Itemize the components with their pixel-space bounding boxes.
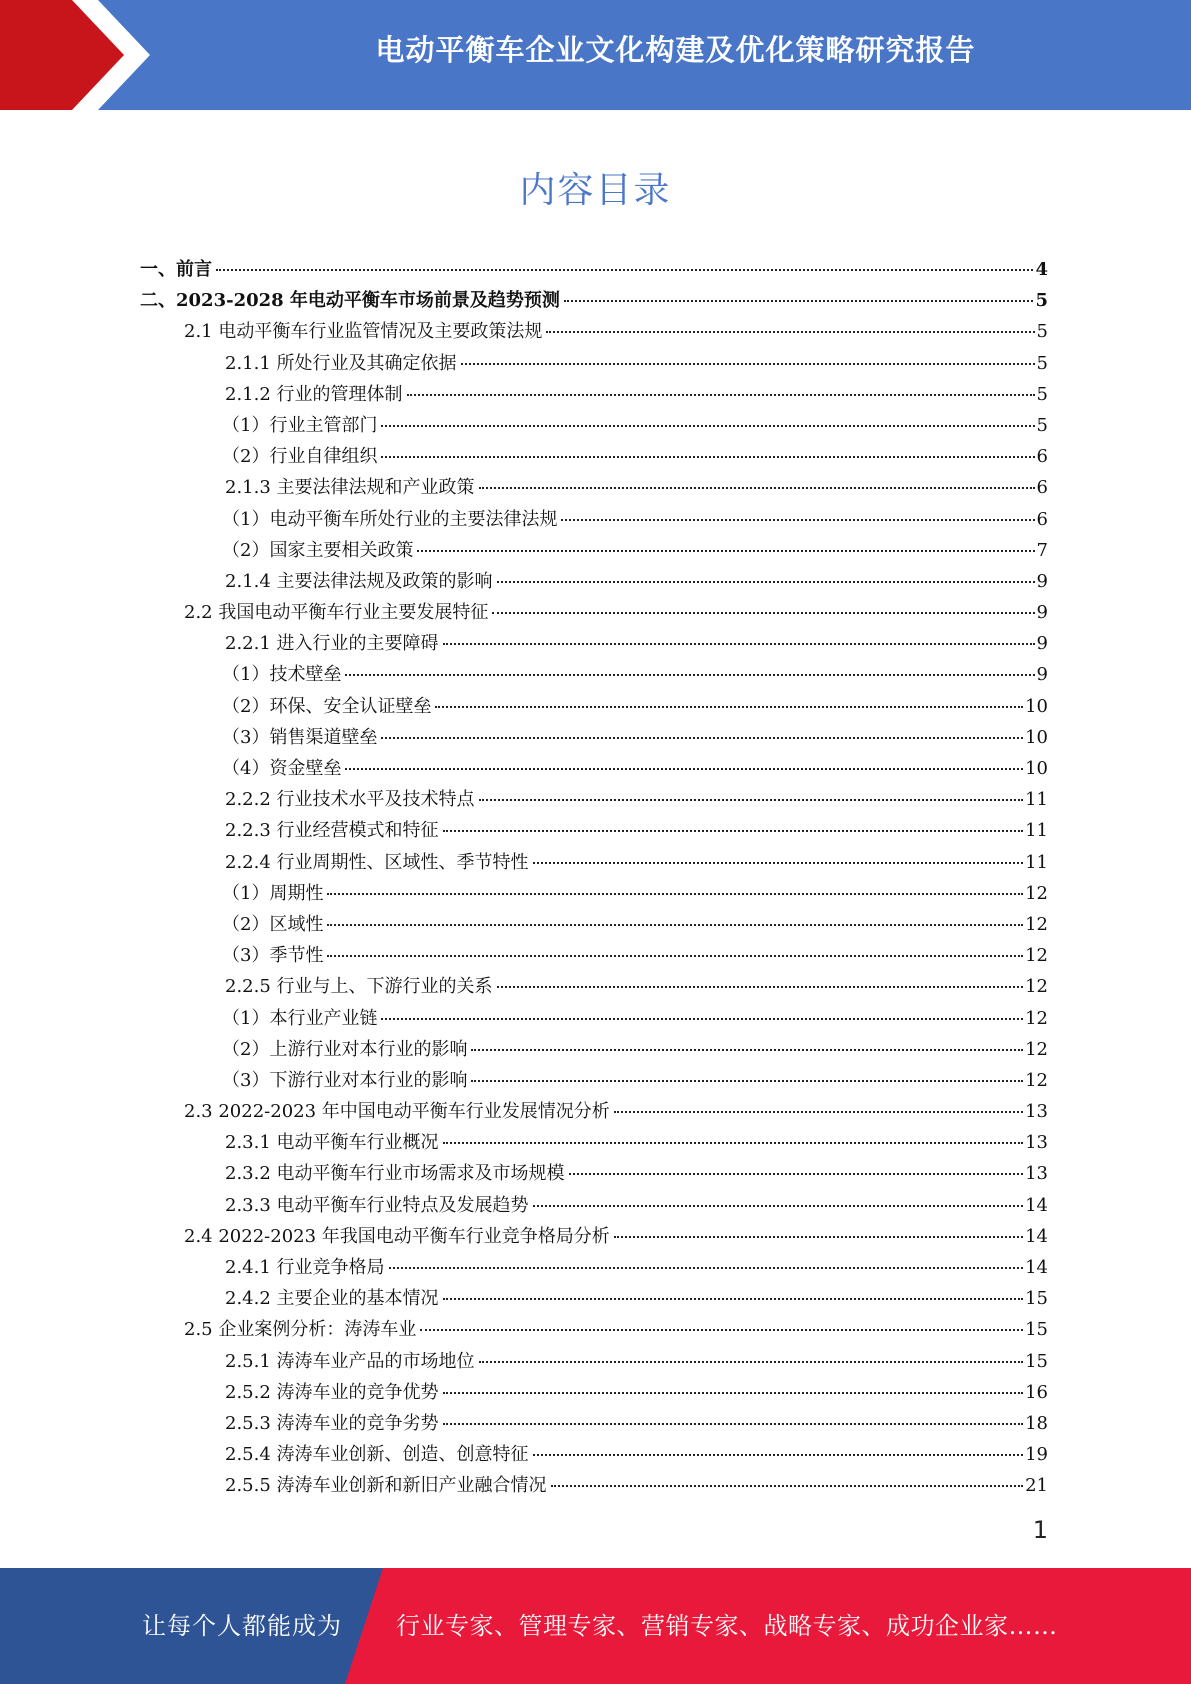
toc-entry[interactable] [140,410,1048,441]
toc-entry[interactable] [140,1158,1048,1189]
toc-entry-title: （1）周期性 [222,882,324,904]
toc-leader-dots [614,1110,1023,1113]
toc-entry[interactable] [140,379,1048,410]
toc-entry[interactable] [140,1439,1048,1470]
toc-leader-dots [345,767,1023,770]
toc-leader-dots [551,1484,1024,1487]
toc-entry-page: 13 [1025,1163,1048,1185]
toc-entry[interactable] [140,441,1048,472]
toc-entry-page: 12 [1025,1038,1048,1060]
toc-entry[interactable] [140,285,1048,316]
toc-entry-title: （1）行业主管部门 [222,414,378,436]
toc-entry-page: 10 [1025,758,1048,779]
toc-leader-dots [614,1235,1023,1238]
toc-entry-title: （1）技术壁垒 [222,664,342,686]
toc-leader-dots [471,1079,1023,1082]
toc-entry-page: 11 [1025,851,1048,873]
toc-leader-dots [533,1453,1024,1456]
toc-leader-dots [327,923,1023,926]
toc-entry[interactable] [140,815,1048,846]
toc-entry-title: 2.3 2022-2023 年中国电动平衡车行业发展情况分析 [184,1101,610,1123]
toc-entry-title: （1）电动平衡车所处行业的主要法律法规 [222,508,558,530]
toc-entry-title: （3）销售渠道壁垒 [222,726,378,748]
toc-entry-title: 2.1 电动平衡车行业监管情况及主要政策法规 [184,321,543,343]
toc-entry-title: 2.2.4 行业周期性、区域性、季节特性 [225,851,529,873]
toc-leader-dots [420,1328,1023,1331]
toc-leader-dots [443,1297,1024,1300]
toc-entry[interactable] [140,847,1048,878]
toc-entry-page: 10 [1025,726,1048,748]
toc-entry[interactable] [140,659,1048,690]
toc-entry-page: 15 [1025,1288,1048,1310]
toc-entry-page: 9 [1036,633,1048,655]
toc-entry[interactable] [140,784,1048,815]
toc-entry-title: 2.3.1 电动平衡车行业概况 [225,1132,439,1154]
toc-leader-dots [407,393,1035,396]
toc-entry-title: 2.3.3 电动平衡车行业特点及发展趋势 [225,1194,529,1216]
toc-entry[interactable] [140,504,1048,535]
toc-entry[interactable] [140,1003,1048,1034]
toc-entry-title: （2）环保、安全认证壁垒 [222,695,432,717]
toc-entry[interactable] [140,878,1048,909]
toc-entry[interactable] [140,1346,1048,1377]
toc-leader-dots [417,549,1034,552]
toc-entry-title: （2）行业自律组织 [222,446,378,468]
toc-entry-title: （1）本行业产业链 [222,1007,378,1029]
toc-entry-title: 2.3.2 电动平衡车行业市场需求及市场规模 [225,1163,565,1185]
footer-slogan-right: 行业专家、管理专家、营销专家、战略专家、成功企业家…… [396,1612,1058,1640]
toc-entry[interactable] [140,1314,1048,1345]
toc-entry[interactable] [140,628,1048,659]
toc-entry-title: 一、前言 [140,259,212,280]
toc-entry[interactable] [140,472,1048,503]
toc-leader-dots [479,1360,1024,1363]
toc-entry-title: 2.2.5 行业与上、下游行业的关系 [225,976,493,998]
toc-entry-title: 2.5.2 涛涛车业的竞争优势 [225,1381,439,1403]
page-number: 1 [1032,1516,1048,1544]
toc-entry-page: 9 [1036,664,1048,686]
toc-leader-dots [564,299,1034,302]
toc-entry-page: 12 [1025,1069,1048,1091]
toc-leader-dots [533,861,1024,864]
toc-entry-page: 15 [1025,1350,1048,1372]
toc-entry-title: 2.1.4 主要法律法规及政策的影响 [225,570,493,592]
toc-entry-title: （2）国家主要相关政策 [222,539,414,561]
toc-entry-page: 9 [1036,570,1048,592]
toc-entry-page: 10 [1025,695,1048,717]
toc-entry-page: 21 [1025,1475,1048,1497]
toc-entry-page: 6 [1036,446,1048,468]
toc-entry-title: 2.5.3 涛涛车业的竞争劣势 [225,1412,439,1434]
toc-entry-page: 6 [1036,508,1048,530]
toc-leader-dots [327,954,1023,957]
toc-entry-title: 2.4.1 行业竞争格局 [225,1257,385,1278]
toc-entry[interactable] [140,722,1048,753]
toc-entry[interactable] [140,1377,1048,1408]
toc-entry[interactable] [140,1221,1048,1252]
toc-entry-page: 14 [1025,1225,1048,1247]
toc-leader-dots [533,1204,1024,1207]
toc-leader-dots [443,642,1035,645]
toc-entry[interactable] [140,1470,1048,1501]
toc-leader-dots [497,580,1035,583]
toc-entry-page: 12 [1025,913,1048,935]
toc-leader-dots [389,1266,1024,1269]
toc-leader-dots [471,1048,1023,1051]
toc-entry[interactable] [140,940,1048,971]
toc-entry-page: 5 [1036,352,1048,374]
toc-entry[interactable] [140,971,1048,1002]
toc-entry-title: 2.2.1 进入行业的主要障碍 [225,633,439,655]
toc-entry-title: 2.1.2 行业的管理体制 [225,383,403,405]
toc-entry-title: 2.4 2022-2023 年我国电动平衡车行业竞争格局分析 [184,1225,610,1247]
toc-leader-dots [327,892,1023,895]
toc-leader-dots [216,268,1033,271]
toc-entry[interactable] [140,909,1048,940]
toc-entry[interactable] [140,1096,1048,1127]
toc-leader-dots [435,705,1023,708]
toc-entry[interactable] [140,1408,1048,1439]
toc-entry-title: （3）下游行业对本行业的影响 [222,1069,468,1091]
toc-entry-page: 18 [1025,1412,1048,1434]
toc-entry-title: 2.4.2 主要企业的基本情况 [225,1288,439,1310]
toc-entry-page: 4 [1035,259,1048,280]
toc-leader-dots [345,673,1034,676]
toc-entry-title: 二、2023-2028 年电动平衡车市场前景及趋势预测 [140,290,560,312]
toc-leader-dots [561,518,1034,521]
toc-entry-page: 5 [1036,414,1048,436]
toc-entry[interactable] [140,566,1048,597]
toc-entry-page: 12 [1025,945,1048,967]
table-of-contents [140,254,1048,1502]
footer-slogan-left: 让每个人都能成为 [142,1612,342,1640]
toc-entry-page: 7 [1036,539,1048,561]
toc-entry-title: 2.5 企业案例分析：涛涛车业 [184,1319,417,1341]
toc-entry-page: 15 [1025,1319,1048,1341]
toc-entry[interactable] [140,316,1048,347]
toc-entry-page: 11 [1025,789,1048,811]
toc-entry-page: 12 [1025,976,1048,998]
toc-entry-title: 2.1.1 所处行业及其确定依据 [225,352,457,374]
toc-entry-page: 5 [1036,383,1048,405]
toc-entry[interactable] [140,691,1048,722]
toc-entry-title: 2.2.3 行业经营模式和特征 [225,820,439,842]
toc-entry-page: 12 [1025,1007,1048,1029]
toc-leader-dots [443,1141,1024,1144]
toc-entry[interactable] [140,753,1048,784]
report-header-band [0,0,1191,110]
toc-leader-dots [479,798,1024,801]
toc-leader-dots [497,985,1024,988]
toc-entry-title: 2.5.4 涛涛车业创新、创造、创意特征 [225,1444,529,1466]
toc-leader-dots [492,611,1034,614]
toc-entry-page: 19 [1025,1444,1048,1466]
toc-entry[interactable] [140,1190,1048,1221]
toc-heading: 内容目录 [519,170,672,211]
toc-entry-title: 2.2 我国电动平衡车行业主要发展特征 [184,602,489,624]
toc-leader-dots [461,362,1035,365]
toc-leader-dots [569,1172,1024,1175]
toc-leader-dots [381,455,1034,458]
footer-band [0,1568,1191,1684]
toc-entry-title: 2.5.1 涛涛车业产品的市场地位 [225,1350,475,1372]
toc-leader-dots [381,1017,1023,1020]
toc-entry[interactable] [140,1283,1048,1314]
toc-entry-page: 9 [1036,602,1048,624]
toc-entry-title: （2）上游行业对本行业的影响 [222,1038,468,1060]
toc-entry-page: 14 [1025,1194,1048,1216]
toc-entry-page: 13 [1025,1101,1048,1123]
toc-entry[interactable] [140,348,1048,379]
toc-entry[interactable] [140,597,1048,628]
toc-leader-dots [443,1422,1024,1425]
toc-entry-page: 5 [1036,321,1048,343]
toc-entry[interactable] [140,254,1048,285]
toc-entry-title: （2）区域性 [222,913,324,935]
toc-entry-page: 13 [1025,1132,1048,1154]
toc-entry-page: 6 [1036,477,1048,499]
toc-leader-dots [443,829,1024,832]
toc-entry-page: 14 [1025,1257,1048,1278]
toc-entry-page: 11 [1025,820,1048,842]
report-title: 电动平衡车企业文化构建及优化策略研究报告 [375,33,976,67]
toc-entry-title: 2.2.2 行业技术水平及技术特点 [225,789,475,811]
toc-leader-dots [479,486,1035,489]
toc-entry-title: 2.5.5 涛涛车业创新和新旧产业融合情况 [225,1475,547,1497]
toc-entry-title: （4）资金壁垒 [222,758,342,779]
toc-entry-title: （3）季节性 [222,945,324,967]
toc-leader-dots [443,1391,1024,1394]
toc-leader-dots [546,330,1034,333]
toc-entry[interactable] [140,535,1048,566]
toc-entry[interactable] [140,1252,1048,1283]
toc-entry-page: 12 [1025,882,1048,904]
toc-entry[interactable] [140,1127,1048,1158]
toc-leader-dots [381,424,1034,427]
toc-entry-page: 16 [1025,1381,1048,1403]
toc-entry-title: 2.1.3 主要法律法规和产业政策 [225,477,475,499]
toc-leader-dots [381,736,1023,739]
toc-entry[interactable] [140,1034,1048,1065]
toc-entry-page: 5 [1035,290,1048,312]
toc-entry[interactable] [140,1065,1048,1096]
